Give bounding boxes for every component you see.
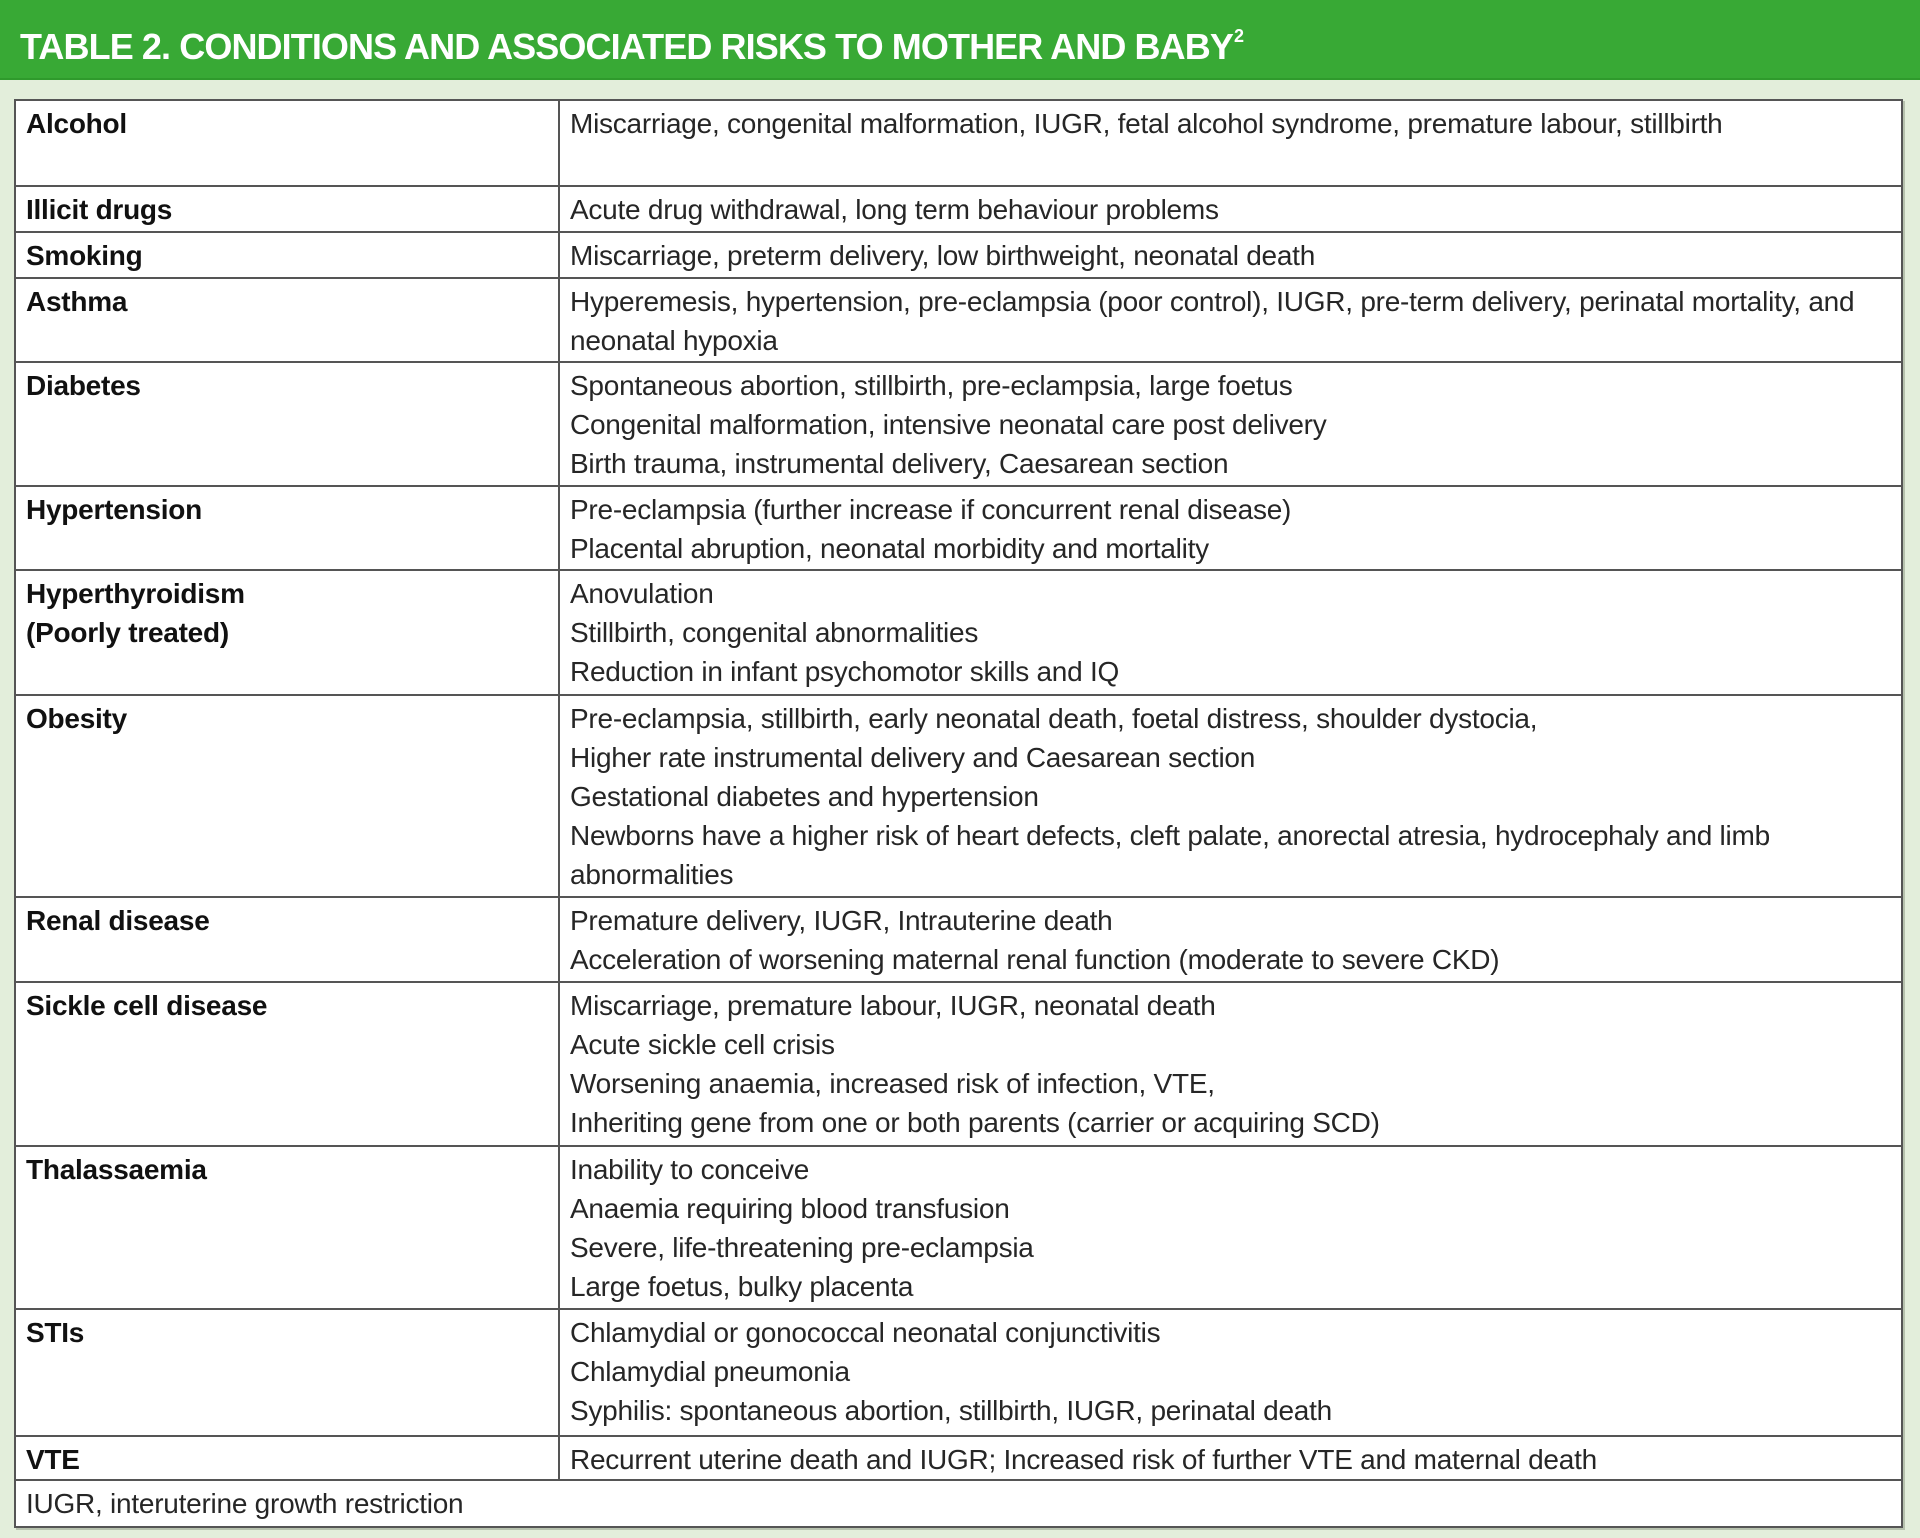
table-row [15, 1146, 1902, 1309]
condition-label: Renal disease [26, 905, 210, 936]
risk-line: Anovulation [570, 578, 714, 609]
condition-label: Sickle cell disease [26, 990, 268, 1021]
table-row [15, 100, 1902, 186]
condition-cell [15, 1309, 559, 1436]
risks-cell [559, 1309, 1902, 1436]
risk-line: Recurrent uterine death and IUGR; Increased risk of further VTE and maternal death [570, 1444, 1597, 1475]
table-row [15, 278, 1902, 362]
risk-line: Chlamydial or gonococcal neonatal conjunctivitis [570, 1317, 1161, 1348]
risk-line: Miscarriage, preterm delivery, low birthweight, neonatal death [570, 240, 1316, 271]
table-row [15, 897, 1902, 982]
risk-line: Reduction in infant psychomotor skills and IQ [570, 656, 1120, 687]
condition-label-line: (Poorly treated) [26, 617, 229, 648]
condition-label: Alcohol [26, 108, 127, 139]
risks-cell [559, 1146, 1902, 1309]
condition-cell [15, 570, 559, 695]
risk-line: Inheriting gene from one or both parents (carrier or acquiring SCD) [570, 1107, 1380, 1138]
reference-superscript: 2 [1233, 26, 1244, 46]
risk-line: Anaemia requiring blood transfusion [570, 1193, 1010, 1224]
risks-cell [559, 278, 1902, 362]
risk-line: Newborns have a higher risk of heart defects, cleft palate, anorectal atresia, hydrocephaly and limb abnormalities [570, 820, 1770, 890]
condition-cell [15, 982, 559, 1146]
risk-line: Worsening anaemia, increased risk of infection, VTE, [570, 1068, 1215, 1099]
risk-line: Syphilis: spontaneous abortion, stillbirth, IUGR, perinatal death [570, 1395, 1332, 1426]
risk-line: Congenital malformation, intensive neonatal care post delivery [570, 409, 1327, 440]
condition-label: Thalassaemia [26, 1154, 207, 1185]
risk-line: Pre-eclampsia, stillbirth, early neonatal death, foetal distress, shoulder dystocia, [570, 703, 1538, 734]
risks-cell [559, 186, 1902, 232]
condition-label: Asthma [26, 286, 128, 317]
risk-line: Acute drug withdrawal, long term behaviour problems [570, 194, 1219, 225]
table-row [15, 570, 1902, 695]
condition-label: STIs [26, 1317, 85, 1348]
condition-cell [15, 232, 559, 278]
risk-line: Birth trauma, instrumental delivery, Caesarean section [570, 448, 1229, 479]
condition-label: VTE [26, 1444, 80, 1475]
condition-label-line: Hyperthyroidism [26, 578, 245, 609]
risk-line: Hyperemesis, hypertension, pre-eclampsia (poor control), IUGR, pre-term delivery, perinatal mortality, and neonatal hypoxia [570, 286, 1855, 356]
risk-line: Premature delivery, IUGR, Intrauterine death [570, 905, 1113, 936]
risks-cell [559, 570, 1902, 695]
condition-cell [15, 1436, 559, 1480]
risk-line: Severe, life-threatening pre-eclampsia [570, 1232, 1034, 1263]
risk-line: Pre-eclampsia (further increase if concurrent renal disease) [570, 494, 1292, 525]
risks-cell [559, 486, 1902, 570]
condition-label: Diabetes [26, 370, 141, 401]
table-row [15, 486, 1902, 570]
risks-cell [559, 232, 1902, 278]
risk-line: Placental abruption, neonatal morbidity and mortality [570, 533, 1209, 564]
table-body [15, 100, 1902, 1527]
table-row [15, 982, 1902, 1146]
table-container [14, 99, 1903, 1528]
footnote-row [15, 1480, 1902, 1527]
table-row [15, 232, 1902, 278]
risks-cell [559, 695, 1902, 897]
table-title-text: TABLE 2. CONDITIONS AND ASSOCIATED RISKS TO MOTHER AND BABY [20, 26, 1233, 67]
risks-cell [559, 100, 1902, 186]
risks-cell [559, 362, 1902, 486]
table-row [15, 362, 1902, 486]
risk-line: Acute sickle cell crisis [570, 1029, 835, 1060]
risk-line: Stillbirth, congenital abnormalities [570, 617, 979, 648]
risk-line: Inability to conceive [570, 1154, 810, 1185]
risk-line: Higher rate instrumental delivery and Caesarean section [570, 742, 1256, 773]
footnote-text: IUGR, interuterine growth restriction [15, 1480, 1902, 1527]
condition-label: Hypertension [26, 494, 202, 525]
risks-cell [559, 1436, 1902, 1480]
condition-cell [15, 486, 559, 570]
table-title [20, 19, 1243, 68]
condition-cell [15, 186, 559, 232]
condition-cell [15, 1146, 559, 1309]
table-row [15, 1309, 1902, 1436]
table-row [15, 1436, 1902, 1480]
condition-cell [15, 897, 559, 982]
risk-line: Chlamydial pneumonia [570, 1356, 850, 1387]
risk-line: Spontaneous abortion, stillbirth, pre-eclampsia, large foetus [570, 370, 1293, 401]
risk-line: Miscarriage, congenital malformation, IUGR, fetal alcohol syndrome, premature labour, stillbirth [570, 108, 1723, 139]
condition-cell [15, 695, 559, 897]
condition-cell [15, 362, 559, 486]
risk-line: Large foetus, bulky placenta [570, 1271, 914, 1302]
condition-cell [15, 100, 559, 186]
risk-line: Gestational diabetes and hypertension [570, 781, 1039, 812]
table-row [15, 695, 1902, 897]
conditions-risks-table [14, 99, 1903, 1528]
risks-cell [559, 982, 1902, 1146]
table-title-banner [0, 0, 1920, 80]
table-row [15, 186, 1902, 232]
condition-label: Illicit drugs [26, 194, 173, 225]
risk-line: Miscarriage, premature labour, IUGR, neonatal death [570, 990, 1216, 1021]
condition-label: Obesity [26, 703, 127, 734]
condition-label: Smoking [26, 240, 143, 271]
risk-line: Acceleration of worsening maternal renal function (moderate to severe CKD) [570, 944, 1500, 975]
risks-cell [559, 897, 1902, 982]
condition-cell [15, 278, 559, 362]
